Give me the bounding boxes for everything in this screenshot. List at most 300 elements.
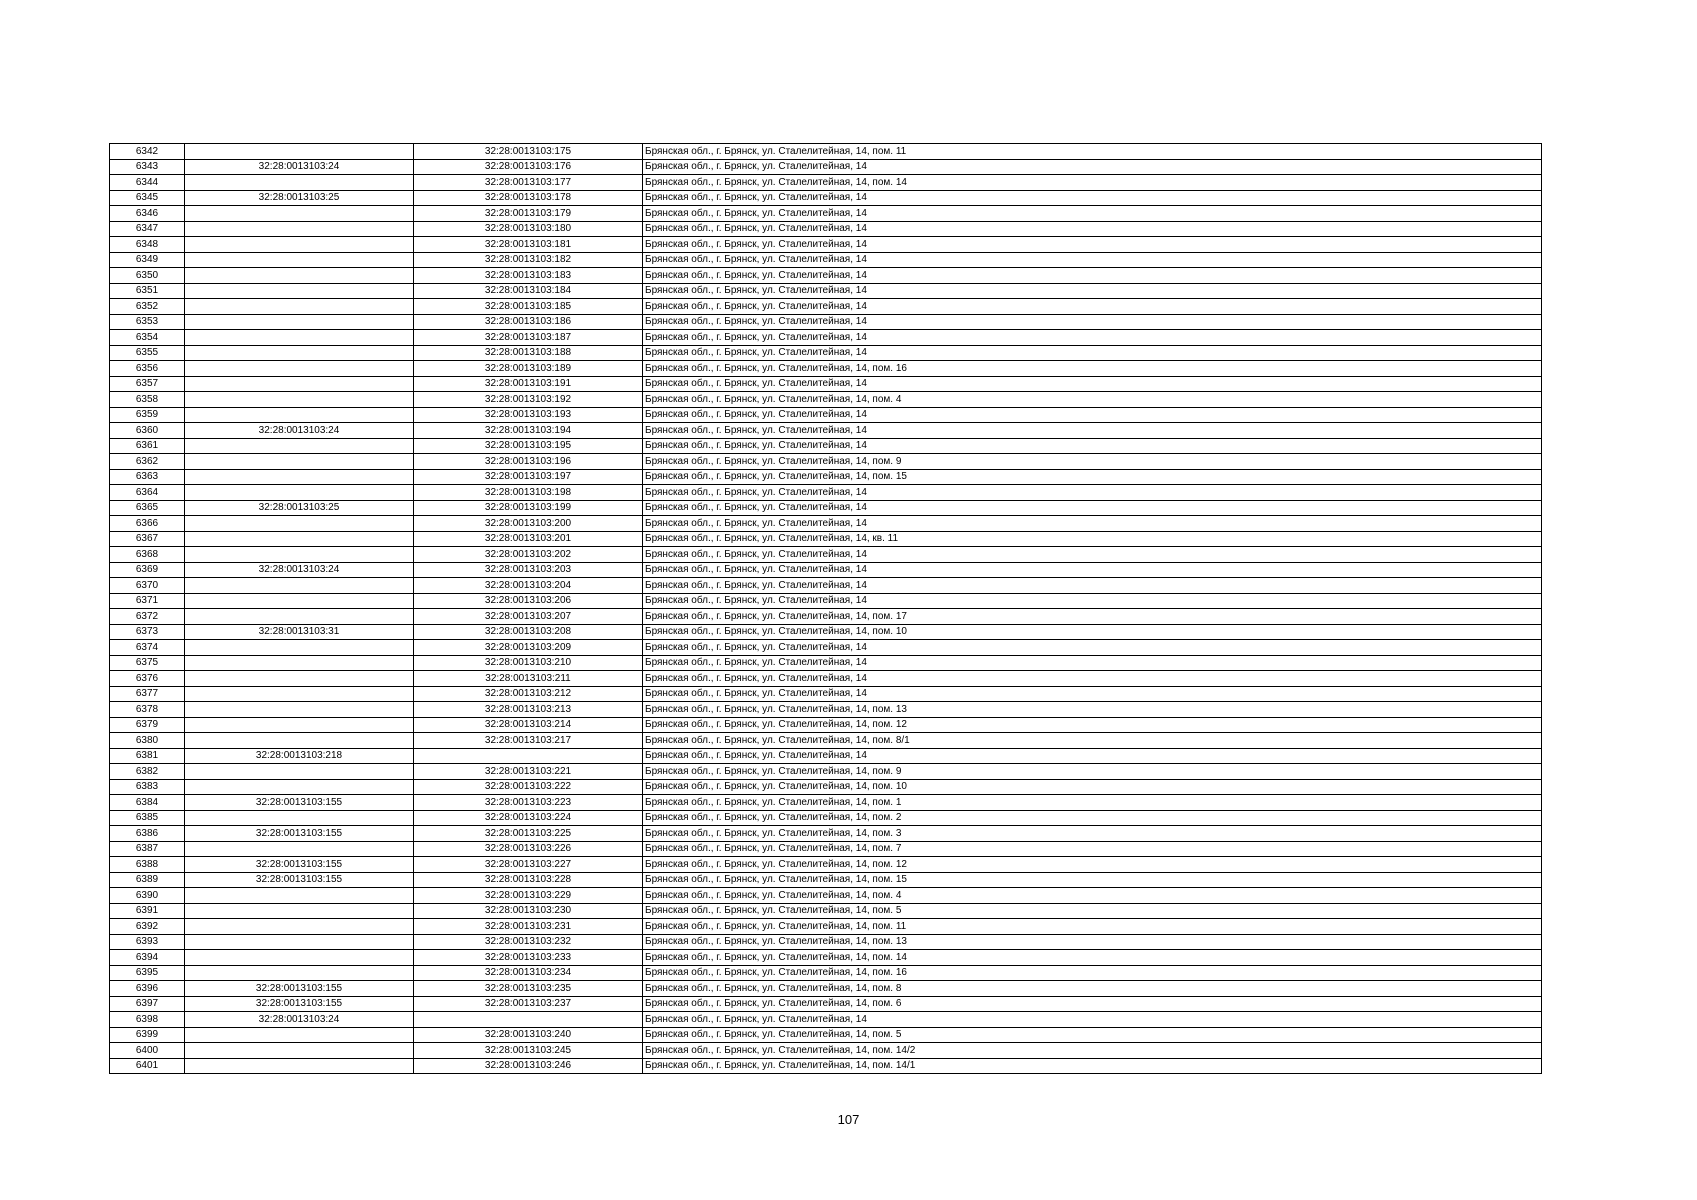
address-cell: Брянская обл., г. Брянск, ул. Сталелитейная, 14: [643, 640, 1542, 656]
cadastral-number-cell: 32:28:0013103:231: [414, 919, 643, 935]
cadastral-number-cell: 32:28:0013103:191: [414, 376, 643, 392]
row-number-cell: 6355: [110, 345, 185, 361]
cadastral-number-cell: 32:28:0013103:209: [414, 640, 643, 656]
address-cell: Брянская обл., г. Брянск, ул. Сталелитейная, 14: [643, 237, 1542, 253]
address-cell: Брянская обл., г. Брянск, ул. Сталелитейная, 14: [643, 252, 1542, 268]
row-number-cell: 6369: [110, 562, 185, 578]
row-number-cell: 6387: [110, 841, 185, 857]
parent-cadastral-cell: [185, 934, 414, 950]
cadastral-number-cell: 32:28:0013103:245: [414, 1043, 643, 1059]
table-row: [110, 547, 1542, 563]
cadastral-number-cell: 32:28:0013103:223: [414, 795, 643, 811]
address-cell: Брянская обл., г. Брянск, ул. Сталелитейная, 14: [643, 671, 1542, 687]
cadastral-number-cell: [414, 1012, 643, 1028]
row-number-cell: 6401: [110, 1058, 185, 1074]
address-cell: Брянская обл., г. Брянск, ул. Сталелитейная, 14: [643, 330, 1542, 346]
cadastral-number-cell: 32:28:0013103:213: [414, 702, 643, 718]
row-number-cell: 6349: [110, 252, 185, 268]
address-cell: Брянская обл., г. Брянск, ул. Сталелитейная, 14: [643, 547, 1542, 563]
row-number-cell: 6359: [110, 407, 185, 423]
address-cell: Брянская обл., г. Брянск, ул. Сталелитейная, 14: [643, 299, 1542, 315]
parent-cadastral-cell: 32:28:0013103:31: [185, 624, 414, 640]
cadastral-number-cell: 32:28:0013103:207: [414, 609, 643, 625]
parent-cadastral-cell: [185, 578, 414, 594]
table-row: [110, 919, 1542, 935]
cadastral-number-cell: 32:28:0013103:222: [414, 779, 643, 795]
cadastral-number-cell: 32:28:0013103:192: [414, 392, 643, 408]
table-row: [110, 748, 1542, 764]
row-number-cell: 6390: [110, 888, 185, 904]
address-cell: Брянская обл., г. Брянск, ул. Сталелитейная, 14, пом. 9: [643, 764, 1542, 780]
parent-cadastral-cell: [185, 733, 414, 749]
address-cell: Брянская обл., г. Брянск, ул. Сталелитейная, 14, пом. 17: [643, 609, 1542, 625]
row-number-cell: 6379: [110, 717, 185, 733]
address-cell: Брянская обл., г. Брянск, ул. Сталелитейная, 14, пом. 7: [643, 841, 1542, 857]
table-row: [110, 841, 1542, 857]
address-cell: Брянская обл., г. Брянск, ул. Сталелитейная, 14, пом. 5: [643, 903, 1542, 919]
cadastral-number-cell: 32:28:0013103:235: [414, 981, 643, 997]
cadastral-number-cell: [414, 748, 643, 764]
cadastral-number-cell: 32:28:0013103:184: [414, 283, 643, 299]
row-number-cell: 6383: [110, 779, 185, 795]
parent-cadastral-cell: [185, 547, 414, 563]
cadastral-number-cell: 32:28:0013103:197: [414, 469, 643, 485]
parent-cadastral-cell: [185, 888, 414, 904]
cadastral-number-cell: 32:28:0013103:202: [414, 547, 643, 563]
row-number-cell: 6372: [110, 609, 185, 625]
table-row: [110, 423, 1542, 439]
address-cell: Брянская обл., г. Брянск, ул. Сталелитейная, 14: [643, 438, 1542, 454]
row-number-cell: 6346: [110, 206, 185, 222]
row-number-cell: 6399: [110, 1027, 185, 1043]
address-cell: Брянская обл., г. Брянск, ул. Сталелитейная, 14: [643, 221, 1542, 237]
row-number-cell: 6380: [110, 733, 185, 749]
row-number-cell: 6395: [110, 965, 185, 981]
address-cell: Брянская обл., г. Брянск, ул. Сталелитейная, 14, пом. 14/2: [643, 1043, 1542, 1059]
parent-cadastral-cell: [185, 438, 414, 454]
table-row: [110, 438, 1542, 454]
cadastral-number-cell: 32:28:0013103:225: [414, 826, 643, 842]
row-number-cell: 6347: [110, 221, 185, 237]
row-number-cell: 6362: [110, 454, 185, 470]
table-row: [110, 702, 1542, 718]
parent-cadastral-cell: [185, 252, 414, 268]
row-number-cell: 6342: [110, 144, 185, 160]
cadastral-number-cell: 32:28:0013103:176: [414, 159, 643, 175]
address-cell: Брянская обл., г. Брянск, ул. Сталелитейная, 14: [643, 159, 1542, 175]
row-number-cell: 6376: [110, 671, 185, 687]
address-cell: Брянская обл., г. Брянск, ул. Сталелитейная, 14: [643, 407, 1542, 423]
parent-cadastral-cell: [185, 361, 414, 377]
parent-cadastral-cell: 32:28:0013103:24: [185, 562, 414, 578]
parent-cadastral-cell: [185, 144, 414, 160]
cadastral-number-cell: 32:28:0013103:214: [414, 717, 643, 733]
parent-cadastral-cell: [185, 469, 414, 485]
row-number-cell: 6364: [110, 485, 185, 501]
cadastral-number-cell: 32:28:0013103:175: [414, 144, 643, 160]
parent-cadastral-cell: 32:28:0013103:155: [185, 826, 414, 842]
row-number-cell: 6377: [110, 686, 185, 702]
cadastral-number-cell: 32:28:0013103:227: [414, 857, 643, 873]
row-number-cell: 6386: [110, 826, 185, 842]
cadastral-number-cell: 32:28:0013103:188: [414, 345, 643, 361]
parent-cadastral-cell: 32:28:0013103:25: [185, 500, 414, 516]
parent-cadastral-cell: 32:28:0013103:24: [185, 1012, 414, 1028]
cadastral-number-cell: 32:28:0013103:198: [414, 485, 643, 501]
row-number-cell: 6370: [110, 578, 185, 594]
cadastral-number-cell: 32:28:0013103:189: [414, 361, 643, 377]
table-row: [110, 779, 1542, 795]
table-row: [110, 314, 1542, 330]
row-number-cell: 6361: [110, 438, 185, 454]
table-row: [110, 934, 1542, 950]
table-row: [110, 733, 1542, 749]
parent-cadastral-cell: [185, 779, 414, 795]
address-cell: Брянская обл., г. Брянск, ул. Сталелитейная, 14: [643, 190, 1542, 206]
table-row: [110, 965, 1542, 981]
address-cell: Брянская обл., г. Брянск, ул. Сталелитейная, 14: [643, 283, 1542, 299]
address-cell: Брянская обл., г. Брянск, ул. Сталелитейная, 14, пом. 6: [643, 996, 1542, 1012]
cadastral-number-cell: 32:28:0013103:194: [414, 423, 643, 439]
parent-cadastral-cell: 32:28:0013103:24: [185, 423, 414, 439]
address-cell: Брянская обл., г. Брянск, ул. Сталелитейная, 14: [643, 268, 1542, 284]
address-cell: Брянская обл., г. Брянск, ул. Сталелитейная, 14, пом. 4: [643, 392, 1542, 408]
row-number-cell: 6365: [110, 500, 185, 516]
cadastral-number-cell: 32:28:0013103:206: [414, 593, 643, 609]
registry-table-body: [110, 144, 1542, 1074]
row-number-cell: 6382: [110, 764, 185, 780]
address-cell: Брянская обл., г. Брянск, ул. Сталелитейная, 14: [643, 748, 1542, 764]
cadastral-number-cell: 32:28:0013103:182: [414, 252, 643, 268]
parent-cadastral-cell: [185, 1043, 414, 1059]
parent-cadastral-cell: [185, 717, 414, 733]
parent-cadastral-cell: [185, 283, 414, 299]
address-cell: Брянская обл., г. Брянск, ул. Сталелитейная, 14, пом. 10: [643, 624, 1542, 640]
table-row: [110, 469, 1542, 485]
address-cell: Брянская обл., г. Брянск, ул. Сталелитейная, 14, пом. 1: [643, 795, 1542, 811]
parent-cadastral-cell: 32:28:0013103:218: [185, 748, 414, 764]
row-number-cell: 6350: [110, 268, 185, 284]
row-number-cell: 6385: [110, 810, 185, 826]
table-row: [110, 190, 1542, 206]
cadastral-number-cell: 32:28:0013103:210: [414, 655, 643, 671]
table-row: [110, 144, 1542, 160]
table-row: [110, 903, 1542, 919]
row-number-cell: 6381: [110, 748, 185, 764]
address-cell: Брянская обл., г. Брянск, ул. Сталелитейная, 14: [643, 314, 1542, 330]
row-number-cell: 6373: [110, 624, 185, 640]
parent-cadastral-cell: [185, 841, 414, 857]
cadastral-number-cell: 32:28:0013103:233: [414, 950, 643, 966]
address-cell: Брянская обл., г. Брянск, ул. Сталелитейная, 14, кв. 11: [643, 531, 1542, 547]
cadastral-number-cell: 32:28:0013103:187: [414, 330, 643, 346]
row-number-cell: 6344: [110, 175, 185, 191]
address-cell: Брянская обл., г. Брянск, ул. Сталелитейная, 14, пом. 11: [643, 144, 1542, 160]
cadastral-number-cell: 32:28:0013103:208: [414, 624, 643, 640]
page-number: 107: [837, 1112, 860, 1127]
parent-cadastral-cell: [185, 919, 414, 935]
cadastral-number-cell: 32:28:0013103:212: [414, 686, 643, 702]
table-row: [110, 237, 1542, 253]
row-number-cell: 6371: [110, 593, 185, 609]
table-row: [110, 531, 1542, 547]
table-row: [110, 407, 1542, 423]
cadastral-number-cell: 32:28:0013103:226: [414, 841, 643, 857]
parent-cadastral-cell: 32:28:0013103:155: [185, 857, 414, 873]
table-row: [110, 593, 1542, 609]
table-row: [110, 655, 1542, 671]
parent-cadastral-cell: [185, 392, 414, 408]
row-number-cell: 6356: [110, 361, 185, 377]
table-row: [110, 996, 1542, 1012]
address-cell: Брянская обл., г. Брянск, ул. Сталелитейная, 14, пом. 12: [643, 857, 1542, 873]
cadastral-number-cell: 32:28:0013103:230: [414, 903, 643, 919]
row-number-cell: 6348: [110, 237, 185, 253]
address-cell: Брянская обл., г. Брянск, ул. Сталелитейная, 14, пом. 10: [643, 779, 1542, 795]
address-cell: Брянская обл., г. Брянск, ул. Сталелитейная, 14: [643, 423, 1542, 439]
row-number-cell: 6400: [110, 1043, 185, 1059]
table-row: [110, 206, 1542, 222]
address-cell: Брянская обл., г. Брянск, ул. Сталелитейная, 14, пом. 8: [643, 981, 1542, 997]
address-cell: Брянская обл., г. Брянск, ул. Сталелитейная, 14, пом. 16: [643, 965, 1542, 981]
row-number-cell: 6396: [110, 981, 185, 997]
address-cell: Брянская обл., г. Брянск, ул. Сталелитейная, 14, пом. 14: [643, 950, 1542, 966]
parent-cadastral-cell: 32:28:0013103:155: [185, 996, 414, 1012]
row-number-cell: 6343: [110, 159, 185, 175]
cadastral-number-cell: 32:28:0013103:178: [414, 190, 643, 206]
row-number-cell: 6358: [110, 392, 185, 408]
address-cell: Брянская обл., г. Брянск, ул. Сталелитейная, 14: [643, 655, 1542, 671]
row-number-cell: 6394: [110, 950, 185, 966]
address-cell: Брянская обл., г. Брянск, ул. Сталелитейная, 14: [643, 578, 1542, 594]
cadastral-number-cell: 32:28:0013103:195: [414, 438, 643, 454]
table-row: [110, 810, 1542, 826]
row-number-cell: 6352: [110, 299, 185, 315]
table-row: [110, 454, 1542, 470]
table-row: [110, 1058, 1542, 1074]
address-cell: Брянская обл., г. Брянск, ул. Сталелитейная, 14: [643, 593, 1542, 609]
cadastral-number-cell: 32:28:0013103:232: [414, 934, 643, 950]
cadastral-number-cell: 32:28:0013103:229: [414, 888, 643, 904]
parent-cadastral-cell: [185, 640, 414, 656]
parent-cadastral-cell: [185, 314, 414, 330]
parent-cadastral-cell: [185, 330, 414, 346]
row-number-cell: 6354: [110, 330, 185, 346]
cadastral-number-cell: 32:28:0013103:217: [414, 733, 643, 749]
table-row: [110, 500, 1542, 516]
table-row: [110, 857, 1542, 873]
table-row: [110, 826, 1542, 842]
parent-cadastral-cell: [185, 407, 414, 423]
parent-cadastral-cell: [185, 609, 414, 625]
parent-cadastral-cell: [185, 485, 414, 501]
address-cell: Брянская обл., г. Брянск, ул. Сталелитейная, 14, пом. 15: [643, 469, 1542, 485]
table-row: [110, 671, 1542, 687]
parent-cadastral-cell: [185, 175, 414, 191]
cadastral-number-cell: 32:28:0013103:183: [414, 268, 643, 284]
row-number-cell: 6388: [110, 857, 185, 873]
table-row: [110, 562, 1542, 578]
table-row: [110, 299, 1542, 315]
parent-cadastral-cell: 32:28:0013103:155: [185, 795, 414, 811]
cadastral-number-cell: 32:28:0013103:237: [414, 996, 643, 1012]
parent-cadastral-cell: [185, 671, 414, 687]
row-number-cell: 6397: [110, 996, 185, 1012]
parent-cadastral-cell: 32:28:0013103:155: [185, 872, 414, 888]
table-row: [110, 609, 1542, 625]
parent-cadastral-cell: [185, 237, 414, 253]
address-cell: Брянская обл., г. Брянск, ул. Сталелитейная, 14, пом. 2: [643, 810, 1542, 826]
table-row: [110, 717, 1542, 733]
table-row: [110, 872, 1542, 888]
address-cell: Брянская обл., г. Брянск, ул. Сталелитейная, 14, пом. 5: [643, 1027, 1542, 1043]
parent-cadastral-cell: [185, 593, 414, 609]
address-cell: Брянская обл., г. Брянск, ул. Сталелитейная, 14, пом. 13: [643, 702, 1542, 718]
table-row: [110, 485, 1542, 501]
table-row: [110, 624, 1542, 640]
parent-cadastral-cell: [185, 268, 414, 284]
registry-table: [109, 143, 1542, 1074]
parent-cadastral-cell: [185, 531, 414, 547]
address-cell: Брянская обл., г. Брянск, ул. Сталелитейная, 14, пом. 11: [643, 919, 1542, 935]
address-cell: Брянская обл., г. Брянск, ул. Сталелитейная, 14, пом. 14/1: [643, 1058, 1542, 1074]
table-row: [110, 361, 1542, 377]
row-number-cell: 6398: [110, 1012, 185, 1028]
address-cell: Брянская обл., г. Брянск, ул. Сталелитейная, 14, пом. 9: [643, 454, 1542, 470]
address-cell: Брянская обл., г. Брянск, ул. Сталелитейная, 14: [643, 206, 1542, 222]
parent-cadastral-cell: [185, 1027, 414, 1043]
row-number-cell: 6357: [110, 376, 185, 392]
table-row: [110, 159, 1542, 175]
parent-cadastral-cell: [185, 1058, 414, 1074]
parent-cadastral-cell: 32:28:0013103:25: [185, 190, 414, 206]
cadastral-number-cell: 32:28:0013103:186: [414, 314, 643, 330]
cadastral-number-cell: 32:28:0013103:203: [414, 562, 643, 578]
table-row: [110, 175, 1542, 191]
cadastral-number-cell: 32:28:0013103:199: [414, 500, 643, 516]
address-cell: Брянская обл., г. Брянск, ул. Сталелитейная, 14, пом. 12: [643, 717, 1542, 733]
address-cell: Брянская обл., г. Брянск, ул. Сталелитейная, 14, пом. 15: [643, 872, 1542, 888]
row-number-cell: 6378: [110, 702, 185, 718]
table-row: [110, 1043, 1542, 1059]
cadastral-number-cell: 32:28:0013103:240: [414, 1027, 643, 1043]
table-row: [110, 1012, 1542, 1028]
cadastral-number-cell: 32:28:0013103:181: [414, 237, 643, 253]
cadastral-number-cell: 32:28:0013103:196: [414, 454, 643, 470]
address-cell: Брянская обл., г. Брянск, ул. Сталелитейная, 14: [643, 345, 1542, 361]
parent-cadastral-cell: [185, 345, 414, 361]
cadastral-number-cell: 32:28:0013103:204: [414, 578, 643, 594]
table-row: [110, 283, 1542, 299]
table-row: [110, 686, 1542, 702]
table-row: [110, 376, 1542, 392]
parent-cadastral-cell: 32:28:0013103:155: [185, 981, 414, 997]
parent-cadastral-cell: [185, 206, 414, 222]
address-cell: Брянская обл., г. Брянск, ул. Сталелитейная, 14: [643, 1012, 1542, 1028]
row-number-cell: 6391: [110, 903, 185, 919]
cadastral-number-cell: 32:28:0013103:177: [414, 175, 643, 191]
parent-cadastral-cell: [185, 810, 414, 826]
parent-cadastral-cell: [185, 686, 414, 702]
row-number-cell: 6368: [110, 547, 185, 563]
address-cell: Брянская обл., г. Брянск, ул. Сталелитейная, 14: [643, 562, 1542, 578]
table-row: [110, 578, 1542, 594]
table-row: [110, 252, 1542, 268]
cadastral-number-cell: 32:28:0013103:211: [414, 671, 643, 687]
parent-cadastral-cell: [185, 903, 414, 919]
row-number-cell: 6351: [110, 283, 185, 299]
cadastral-number-cell: 32:28:0013103:246: [414, 1058, 643, 1074]
row-number-cell: 6375: [110, 655, 185, 671]
table-row: [110, 764, 1542, 780]
parent-cadastral-cell: [185, 950, 414, 966]
parent-cadastral-cell: [185, 516, 414, 532]
row-number-cell: 6353: [110, 314, 185, 330]
parent-cadastral-cell: [185, 655, 414, 671]
cadastral-number-cell: 32:28:0013103:224: [414, 810, 643, 826]
parent-cadastral-cell: [185, 965, 414, 981]
cadastral-number-cell: 32:28:0013103:200: [414, 516, 643, 532]
row-number-cell: 6366: [110, 516, 185, 532]
table-row: [110, 888, 1542, 904]
table-row: [110, 392, 1542, 408]
cadastral-number-cell: 32:28:0013103:234: [414, 965, 643, 981]
table-row: [110, 1027, 1542, 1043]
address-cell: Брянская обл., г. Брянск, ул. Сталелитейная, 14, пом. 4: [643, 888, 1542, 904]
row-number-cell: 6363: [110, 469, 185, 485]
cadastral-number-cell: 32:28:0013103:185: [414, 299, 643, 315]
table-row: [110, 516, 1542, 532]
cadastral-number-cell: 32:28:0013103:180: [414, 221, 643, 237]
row-number-cell: 6389: [110, 872, 185, 888]
address-cell: Брянская обл., г. Брянск, ул. Сталелитейная, 14, пом. 8/1: [643, 733, 1542, 749]
table-row: [110, 345, 1542, 361]
table-row: [110, 950, 1542, 966]
row-number-cell: 6374: [110, 640, 185, 656]
address-cell: Брянская обл., г. Брянск, ул. Сталелитейная, 14: [643, 686, 1542, 702]
row-number-cell: 6367: [110, 531, 185, 547]
table-row: [110, 640, 1542, 656]
cadastral-number-cell: 32:28:0013103:228: [414, 872, 643, 888]
row-number-cell: 6345: [110, 190, 185, 206]
row-number-cell: 6393: [110, 934, 185, 950]
parent-cadastral-cell: [185, 702, 414, 718]
address-cell: Брянская обл., г. Брянск, ул. Сталелитейная, 14: [643, 485, 1542, 501]
parent-cadastral-cell: 32:28:0013103:24: [185, 159, 414, 175]
table-row: [110, 221, 1542, 237]
table-row: [110, 981, 1542, 997]
parent-cadastral-cell: [185, 221, 414, 237]
cadastral-number-cell: 32:28:0013103:193: [414, 407, 643, 423]
address-cell: Брянская обл., г. Брянск, ул. Сталелитейная, 14: [643, 376, 1542, 392]
cadastral-number-cell: 32:28:0013103:221: [414, 764, 643, 780]
cadastral-number-cell: 32:28:0013103:179: [414, 206, 643, 222]
row-number-cell: 6360: [110, 423, 185, 439]
address-cell: Брянская обл., г. Брянск, ул. Сталелитейная, 14: [643, 516, 1542, 532]
table-row: [110, 268, 1542, 284]
table-row: [110, 330, 1542, 346]
address-cell: Брянская обл., г. Брянск, ул. Сталелитейная, 14, пом. 13: [643, 934, 1542, 950]
row-number-cell: 6392: [110, 919, 185, 935]
address-cell: Брянская обл., г. Брянск, ул. Сталелитейная, 14, пом. 14: [643, 175, 1542, 191]
parent-cadastral-cell: [185, 299, 414, 315]
cadastral-number-cell: 32:28:0013103:201: [414, 531, 643, 547]
parent-cadastral-cell: [185, 454, 414, 470]
address-cell: Брянская обл., г. Брянск, ул. Сталелитейная, 14: [643, 500, 1542, 516]
address-cell: Брянская обл., г. Брянск, ул. Сталелитейная, 14, пом. 3: [643, 826, 1542, 842]
parent-cadastral-cell: [185, 376, 414, 392]
address-cell: Брянская обл., г. Брянск, ул. Сталелитейная, 14, пом. 16: [643, 361, 1542, 377]
